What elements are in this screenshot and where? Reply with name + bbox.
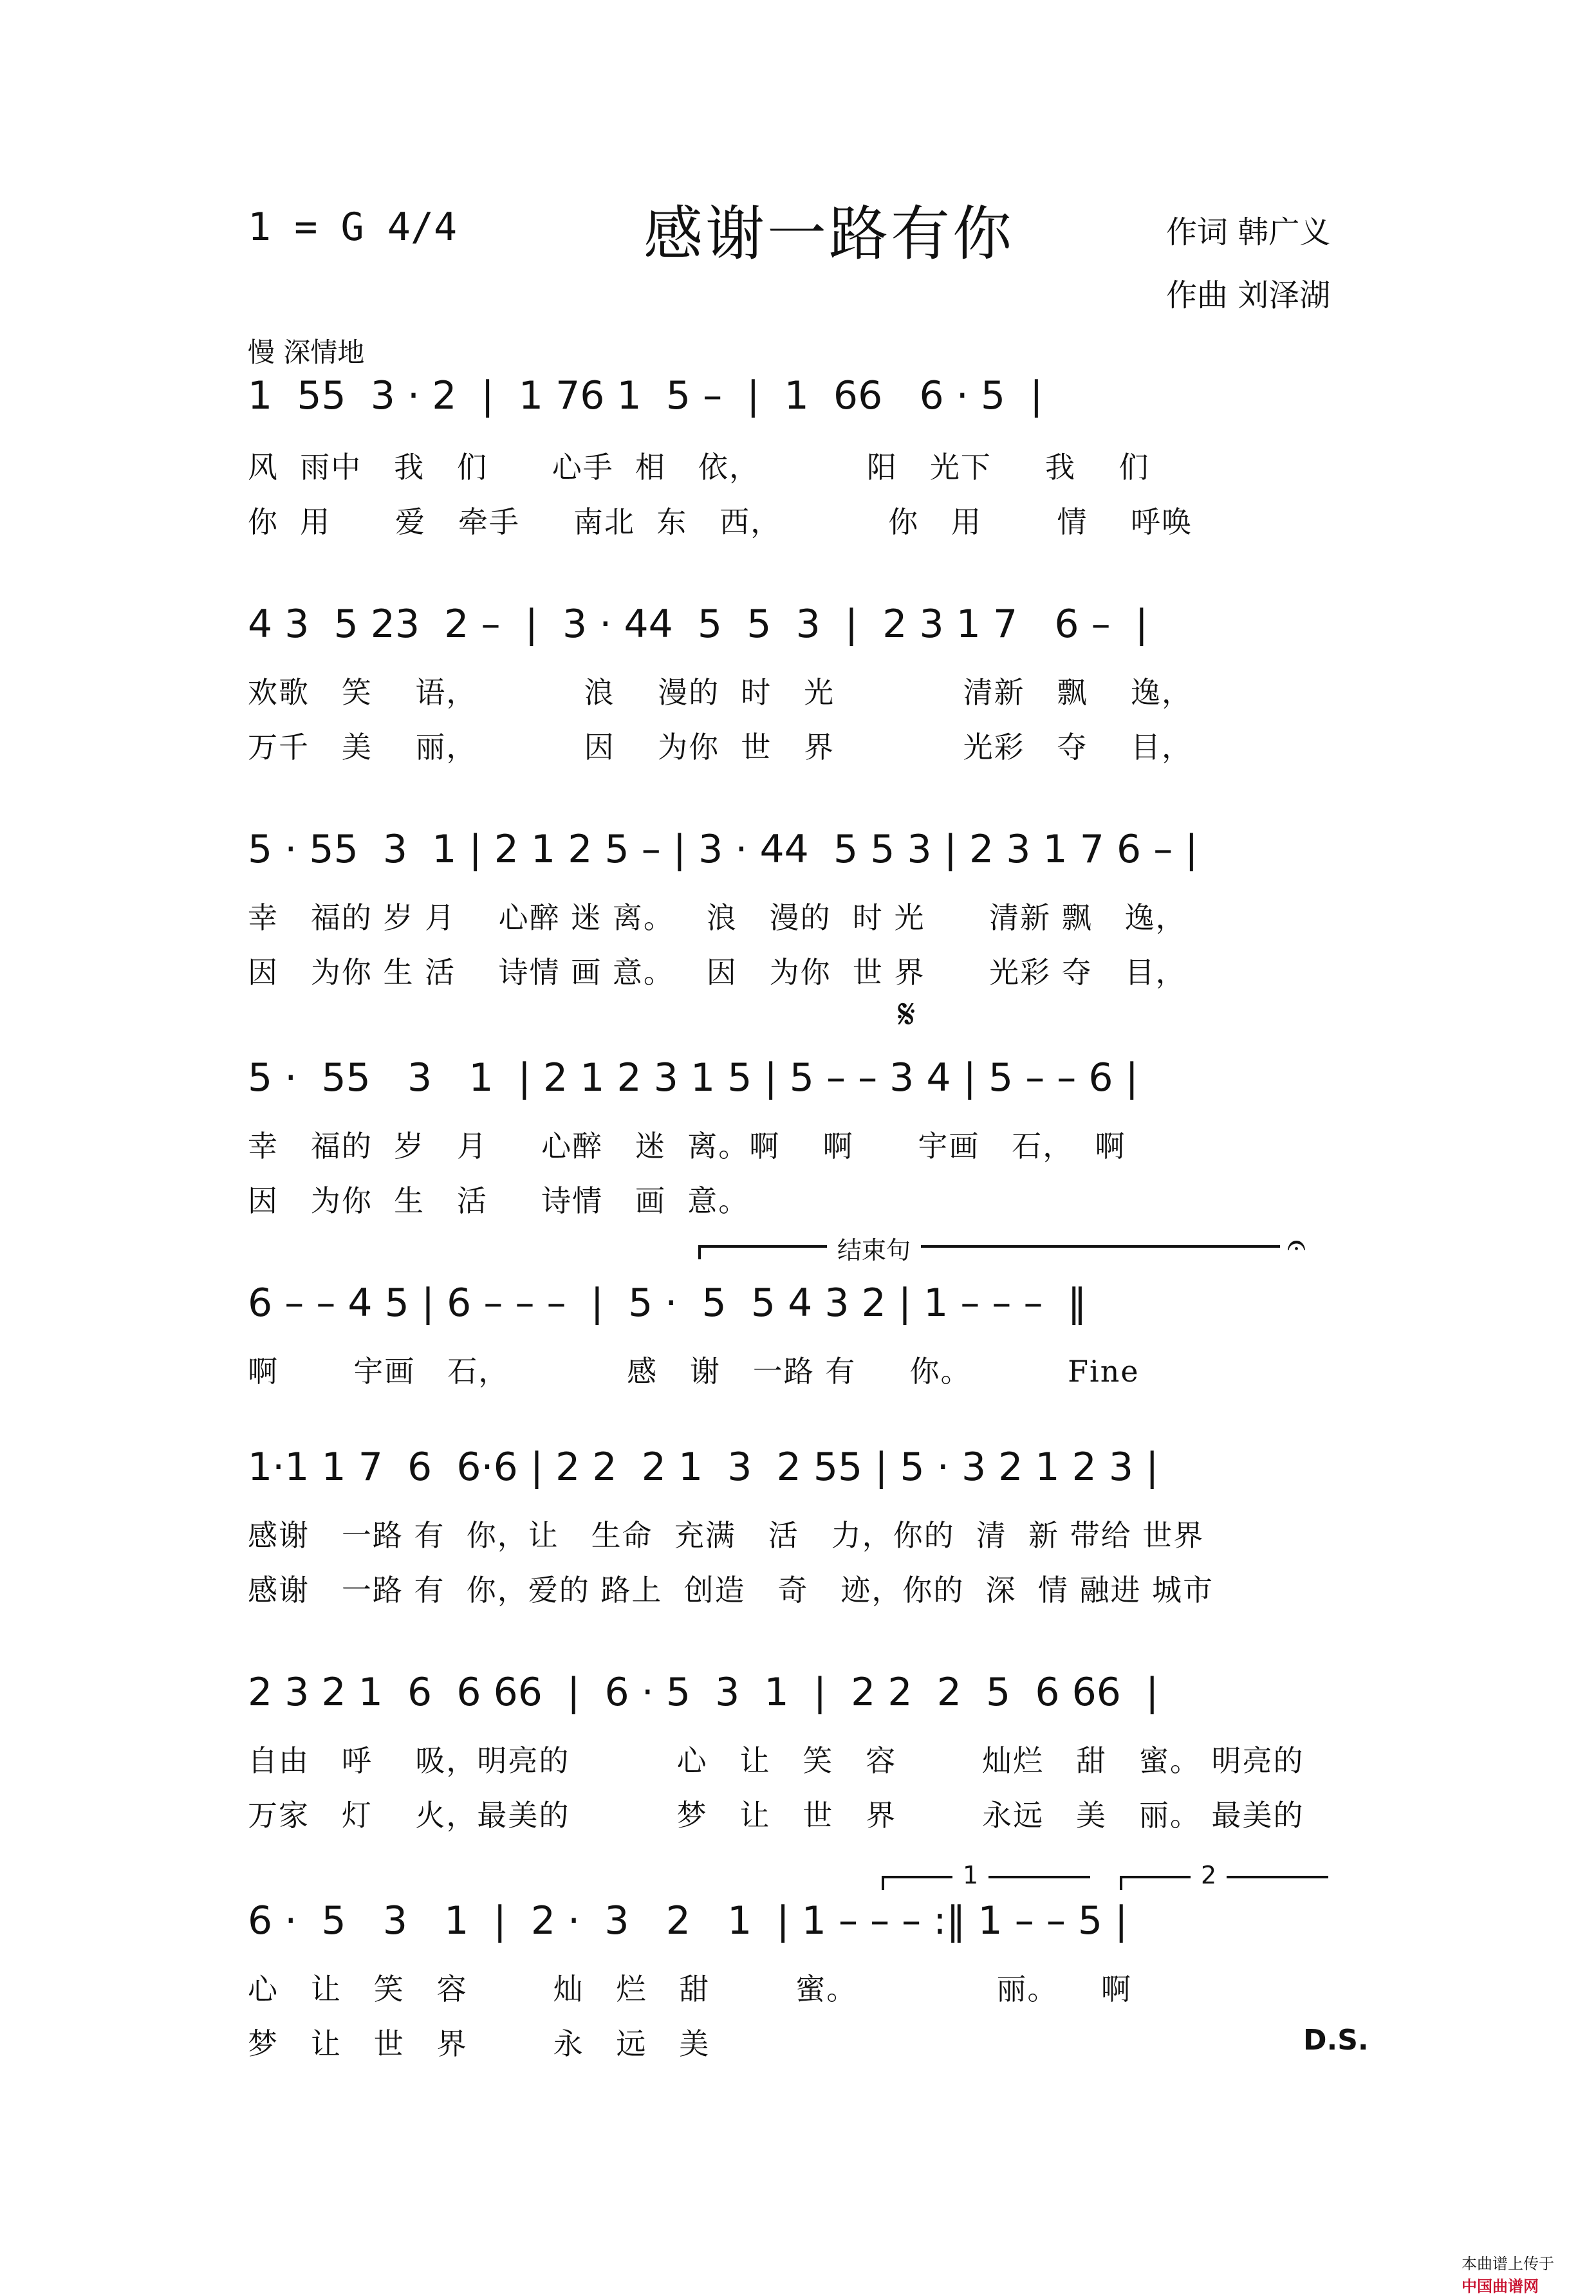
notation-row-8: 6 · 5 3 1 | 2 · 3 2 1 | 1 – – – :‖ 1 – – 5 | [248,1898,1128,1943]
lyric-row-4-verse-2: 因 为你 生 活 诗情 画 意。 [248,1183,750,1218]
lyric-row-1-verse-1: 风 雨中 我 们 心手 相 依， 阳 光下 我 们 [248,450,1150,485]
notation-row-4: 5 · 55 3 1 | 2 1 2 3 1 5 | 5 – – 3 4 | 5 – – 6 | [248,1055,1138,1100]
lyricist-credit: 作词 韩广义 [1166,214,1331,250]
notation-row-7: 2 3 2 1 6 6 66 | 6 · 5 3 1 | 2 2 2 5 6 66 | [248,1670,1159,1715]
footer-text: 本曲谱上传于 [1461,2255,1554,2273]
notation-row-2: 4 3 5 23 2 – | 3 · 44 5 5 3 | 2 3 1 7 6 – | [248,602,1148,647]
lyric-row-2-verse-1: 欢歌 笑 语， 浪 漫的 时 光 清新 飘 逸， [248,675,1192,710]
notation-row-6: 1·1 1 7 6 6·6 | 2 2 2 1 3 2 55 | 5 · 3 2 1 2 3 | [248,1445,1159,1490]
key-signature: 1 = G 4/4 [248,205,458,250]
volta-label-1: 1 [952,1861,988,1889]
composer-credit: 作曲 刘泽湖 [1166,277,1331,313]
lyric-row-8-verse-2: 梦 让 世 界 永 远 美 [248,2026,710,2061]
lyric-row-1-verse-2: 你 用 爱 牵手 南北 东 西， 你 用 情 呼唤 [248,505,1192,539]
dal-segno-marking: D.S. [1303,2024,1369,2057]
ending-phrase-label: 结束句 [827,1230,921,1266]
upload-footer [1452,2233,1554,2296]
lyric-row-7-verse-2: 万家 灯 火，最美的 梦 让 世 界 永远 美 丽。 最美的 [248,1798,1304,1833]
song-title: 感谢一路有你 [644,199,1015,268]
lyric-row-6-verse-1: 感谢 一路 有 你，让 生命 充满 活 力，你的 清 新 带给 世界 [248,1518,1205,1553]
lyric-row-6-verse-2: 感谢 一路 有 你，爱的 路上 创造 奇 迹，你的 深 情 融进 城市 [248,1573,1214,1607]
lyric-row-4-verse-1: 幸 福的 岁 月 心醉 迷 离。啊 啊 宇画 石， 啊 [248,1129,1126,1163]
notation-row-3: 5 · 55 3 1 | 2 1 2 5 – | 3 · 44 5 5 3 | 2 3 1 7 6 – | [248,827,1198,872]
ending-phrase-bracket [698,1245,1280,1259]
lyric-row-7-verse-1: 自由 呼 吸，明亮的 心 让 笑 容 灿烂 甜 蜜。 明亮的 [248,1743,1304,1778]
volta-label-2: 2 [1191,1861,1227,1889]
segno-sign: 𝄋 [898,991,916,1039]
fermata-icon: 𝄐 [1287,1226,1306,1264]
lyric-row-3-verse-2: 因 为你 生 活 诗情 画 意。 因 为你 世 界 光彩 夺 目， [248,955,1187,990]
lyric-row-5: 啊 宇画 石， 感 谢 一路 有 你。 Fine [248,1354,1140,1389]
lyric-row-8-verse-1: 心 让 笑 容 灿 烂 甜 蜜。 丽。 啊 [248,1972,1132,2006]
site-logo: 中国曲谱网 [1461,2277,1539,2295]
notation-row-1: 1 55 3 · 2 | 1 76 1 5 – | 1 66 6 · 5 | [248,373,1043,418]
lyric-row-2-verse-2: 万千 美 丽， 因 为你 世 界 光彩 夺 目， [248,730,1192,764]
notation-row-5: 6 – – 4 5 | 6 – – – | 5 · 5 5 4 3 2 | 1 – – – ‖ [248,1281,1087,1326]
tempo-marking: 慢 深情地 [248,337,365,368]
lyric-row-3-verse-1: 幸 福的 岁 月 心醉 迷 离。 浪 漫的 时 光 清新 飘 逸， [248,900,1187,935]
